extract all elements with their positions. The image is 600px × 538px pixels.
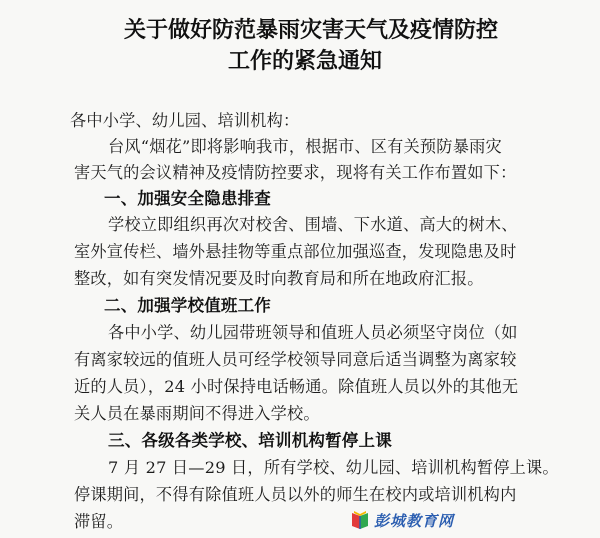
section-3-line-1: 7 月 27 日—29 日，所有学校、幼儿园、培训机构暂停上课。 <box>108 458 559 477</box>
section-2-line-1: 各中小学、幼儿园带班领导和值班人员必须坚守岗位（如 <box>108 323 518 342</box>
watermark-text: 彭城教育网 <box>374 511 455 530</box>
section-2-line-4: 关人员在暴雨期间不得进入学校。 <box>74 404 320 423</box>
section-2-heading: 二、加强学校值班工作 <box>104 296 271 315</box>
section-1-line-1: 学校立即组织再次对校舍、围墙、下水道、高大的树木、 <box>108 215 518 234</box>
section-3-line-3: 滞留。 <box>74 512 124 531</box>
section-3-heading: 三、各级各类学校、培训机构暂停上课 <box>108 431 392 450</box>
intro-line-2: 害天气的会议精神及疫情防控要求，现将有关工作布置如下： <box>74 163 517 182</box>
salutation: 各中小学、幼儿园、培训机构： <box>70 111 300 130</box>
section-3-line-2: 停课期间，不得有除值班人员以外的师生在校内或培训机构内 <box>74 485 517 504</box>
section-2-line-3: 近的人员），24 小时保持电话畅通。除值班人员以外的其他无 <box>74 377 519 396</box>
document-title-line-2: 工作的紧急通知 <box>227 48 382 74</box>
document-title-line-1: 关于做好防范暴雨灾害天气及疫情防控 <box>123 17 498 43</box>
section-2-line-2: 有离家较远的值班人员可经学校领导同意后适当调整为离家较 <box>74 350 517 369</box>
intro-line-1: 台风“烟花”即将影响我市，根据市、区有关预防暴雨灾 <box>108 137 502 156</box>
section-1-line-2: 室外宣传栏、墙外悬挂物等重点部位加强巡查，发现隐患及时 <box>74 242 517 261</box>
site-watermark <box>350 507 454 533</box>
colorful-book-logo-icon <box>350 510 370 530</box>
section-1-line-3: 整改，如有突发情况要及时向教育局和所在地政府汇报。 <box>74 269 484 288</box>
section-1-heading: 一、加强安全隐患排查 <box>104 189 271 208</box>
